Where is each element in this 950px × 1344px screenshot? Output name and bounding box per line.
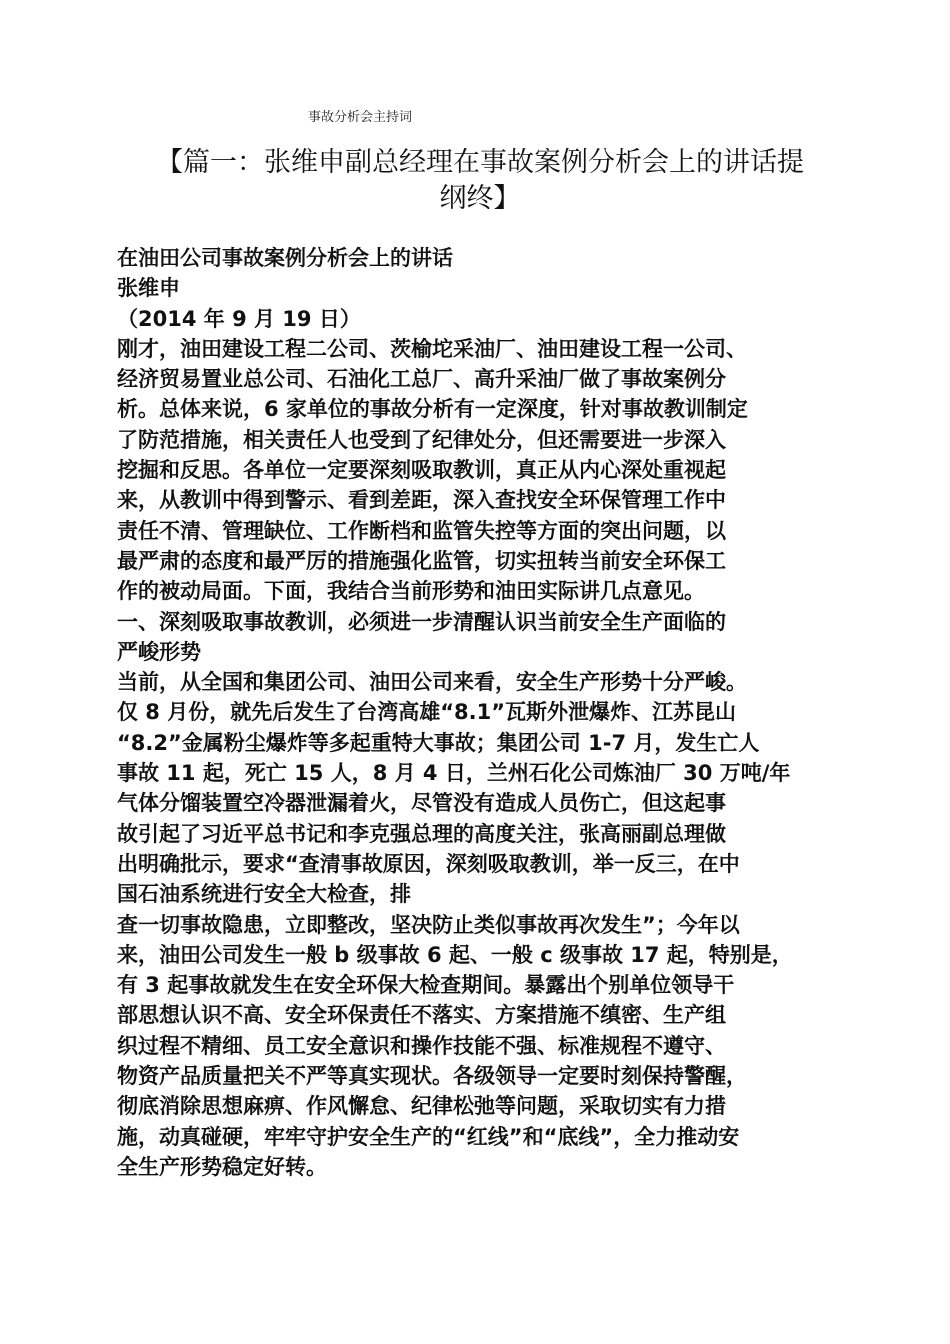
body-line: 刚才，油田建设工程二公司、茨榆坨采油厂、油田建设工程一公司、 — [117, 336, 747, 361]
body-line: 部思想认识不高、安全环保责任不落实、方案措施不缜密、生产组 — [117, 1003, 726, 1028]
body-line: 挖掘和反思。各单位一定要深刻吸取教训，真正从内心深处重视起 — [117, 458, 726, 483]
body-line: 全生产形势稳定好转。 — [117, 1154, 327, 1179]
body-line: 施，动真碰硬，牢牢守护安全生产的“红线”和“底线”，全力推动安 — [117, 1124, 740, 1149]
body-line: 事故 11 起，死亡 15 人，8 月 4 日，兰州石化公司炼油厂 30 万吨/年 — [117, 761, 791, 786]
body-line: “8.2”金属粉尘爆炸等多起重特大事故；集团公司 1-7 月，发生亡人 — [117, 730, 760, 755]
title-line: 纲终】 — [439, 183, 521, 214]
body-line: 织过程不精细、员工安全意识和操作技能不强、标准规程不遵守、 — [117, 1033, 726, 1058]
body-line: 来，从教训中得到警示、看到差距，深入查找安全环保管理工作中 — [117, 488, 726, 513]
body-line: 析。总体来说，6 家单位的事故分析有一定深度，针对事故教训制定 — [117, 397, 748, 422]
body-line: 国石油系统进行安全大检查，排 — [117, 882, 411, 907]
section-heading: 严峻形势 — [117, 639, 201, 664]
section-heading: 一、深刻吸取事故教训，必须进一步清醒认识当前安全生产面临的 — [117, 609, 726, 634]
document-title — [100, 145, 860, 217]
body-line: 来，油田公司发生一般 b 级事故 6 起、一般 c 级事故 17 起，特别是， — [117, 942, 793, 967]
body-line: 责任不清、管理缺位、工作断档和监管失控等方面的突出问题，以 — [117, 518, 726, 543]
document-body — [117, 243, 857, 1182]
page-header: 事故分析会主持词 — [308, 110, 413, 125]
body-line: 仅 8 月份，就先后发生了台湾高雄“8.1”瓦斯外泄爆炸、江苏昆山 — [117, 700, 737, 725]
body-line: 经济贸易置业总公司、石油化工总厂、高升采油厂做了事故案例分 — [117, 367, 726, 392]
body-line: 了防范措施，相关责任人也受到了纪律处分，但还需要进一步深入 — [117, 427, 726, 452]
speech-date: （2014 年 9 月 19 日） — [117, 306, 361, 331]
body-line: 当前，从全国和集团公司、油田公司来看，安全生产形势十分严峻。 — [117, 670, 747, 695]
speech-heading: 在油田公司事故案例分析会上的讲话 — [117, 246, 453, 270]
title-line: 【篇一：张维申副总经理在事故案例分析会上的讲话提 — [156, 147, 804, 178]
body-line: 物资产品质量把关不严等真实现状。各级领导一定要时刻保持警醒， — [117, 1064, 747, 1089]
body-line: 彻底消除思想麻痹、作风懈怠、纪律松弛等问题，采取切实有力措 — [117, 1094, 726, 1119]
body-line: 出明确批示，要求“查清事故原因，深刻吸取教训，举一反三，在中 — [117, 851, 740, 876]
body-line: 查一切事故隐患，立即整改，坚决防止类似事故再次发生”；今年以 — [117, 912, 740, 937]
body-line: 作的被动局面。下面，我结合当前形势和油田实际讲几点意见。 — [117, 579, 705, 604]
body-line: 最严肃的态度和最严厉的措施强化监管，切实扭转当前安全环保工 — [117, 548, 726, 573]
body-line: 故引起了习近平总书记和李克强总理的高度关注，张高丽副总理做 — [117, 821, 726, 846]
body-line: 有 3 起事故就发生在安全环保大检查期间。暴露出个别单位领导干 — [117, 973, 735, 998]
speaker-name: 张维申 — [117, 276, 180, 301]
body-line: 气体分馏装置空冷器泄漏着火，尽管没有造成人员伤亡，但这起事 — [117, 791, 726, 816]
